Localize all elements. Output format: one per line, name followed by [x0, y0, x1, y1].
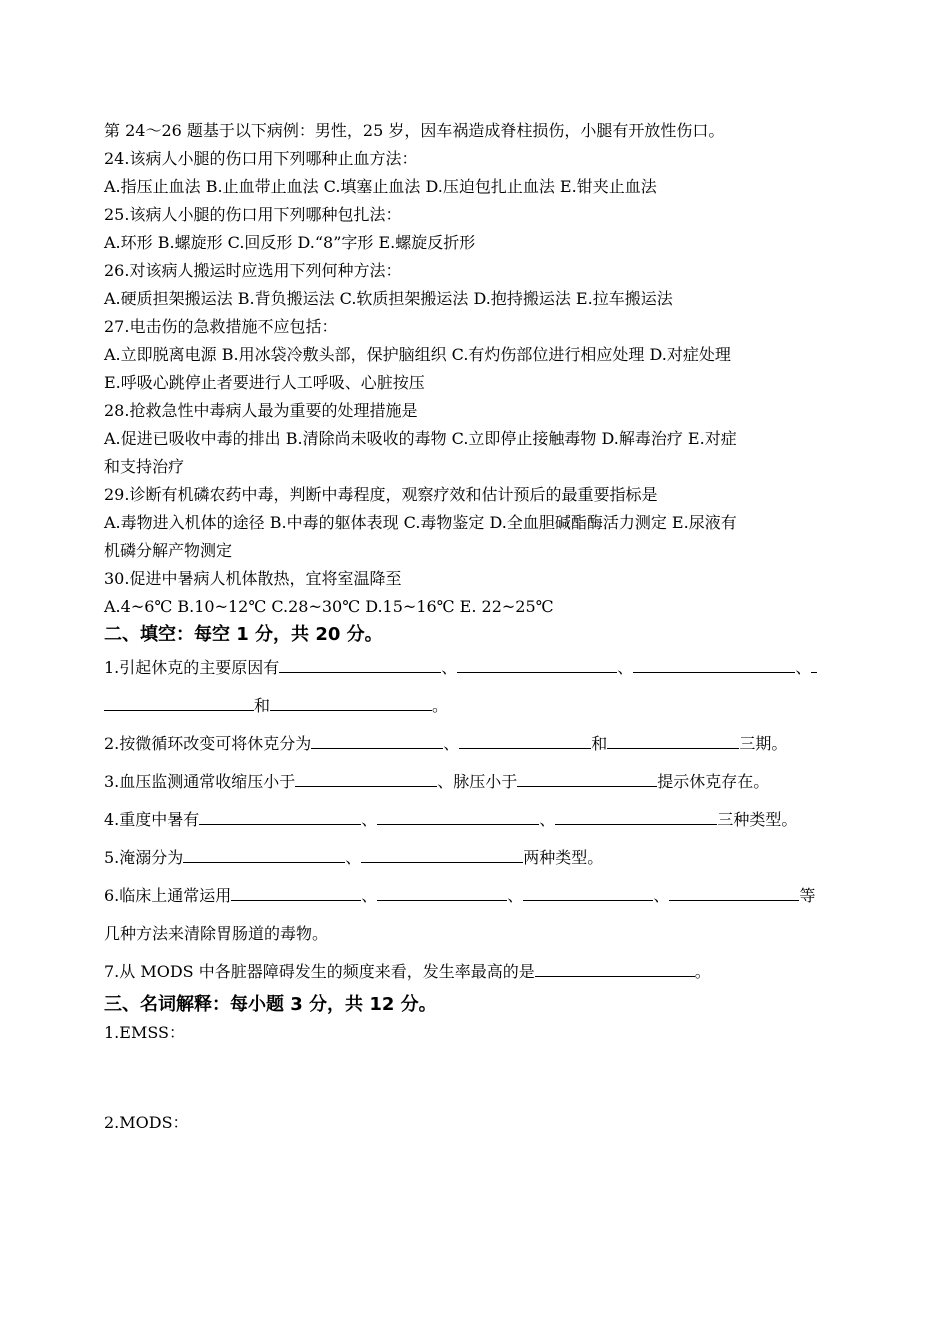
question-27-options-cont: E.呼吸心跳停止者要进行人工呼吸、心脏按压 — [104, 373, 425, 392]
answer-blank[interactable] — [199, 810, 361, 825]
answer-blank[interactable] — [633, 658, 795, 673]
fill-question-1: 1.引起休克的主要原因有 、 、 、 — [104, 649, 854, 687]
question-24: 24.该病人小腿的伤口用下列哪种止血方法： — [104, 149, 418, 168]
fill-question-6: 6.临床上通常运用 、 、 、 等 — [104, 886, 816, 905]
fill-question-6-cont: 几种方法来清除胃肠道的毒物。 — [104, 924, 329, 943]
answer-blank[interactable] — [459, 734, 591, 749]
question-26-options: A.硬质担架搬运法 B.背负搬运法 C.软质担架搬运法 D.抱持搬运法 E.拉车搬运法 — [104, 289, 673, 308]
answer-blank[interactable] — [811, 658, 817, 673]
answer-blank[interactable] — [457, 658, 617, 673]
question-25-options: A.环形 B.螺旋形 C.回反形 D.“8”字形 E.螺旋反折形 — [104, 233, 476, 252]
section-2-title: 二、填空：每空 1 分，共 20 分。 — [104, 624, 383, 645]
answer-blank[interactable] — [517, 772, 657, 787]
question-28-options-cont: 和支持治疗 — [104, 457, 185, 476]
section-3-title: 三、名词解释：每小题 3 分，共 12 分。 — [104, 994, 437, 1015]
question-27-options: A.立即脱离电源 B.用冰袋冷敷头部，保护脑组织 C.有灼伤部位进行相应处理 D.对症处理 — [104, 345, 731, 364]
answer-blank[interactable] — [377, 886, 507, 901]
question-24-options: A.指压止血法 B.止血带止血法 C.填塞止血法 D.压迫包扎止血法 E.钳夹止血法 — [104, 177, 657, 196]
term-2: 2.MODS： — [104, 1113, 189, 1132]
question-29-options: A.毒物进入机体的途径 B.中毒的躯体表现 C.毒物鉴定 D.全血胆碱酯酶活力测定 E.尿液有 — [104, 513, 737, 532]
question-29-options-cont: 机磷分解产物测定 — [104, 541, 233, 560]
question-27: 27.电击伤的急救措施不应包括： — [104, 317, 338, 336]
answer-blank[interactable] — [104, 696, 254, 711]
fill-question-5: 5.淹溺分为 、 两种类型。 — [104, 848, 604, 867]
answer-blank[interactable] — [231, 886, 361, 901]
fill-question-2: 2.按微循环改变可将休克分为 、 和 三期。 — [104, 734, 788, 753]
fill-question-3: 3.血压监测通常收缩压小于 、脉压小于 提示休克存在。 — [104, 772, 770, 791]
answer-blank[interactable] — [311, 734, 443, 749]
answer-blank[interactable] — [270, 696, 432, 711]
question-29: 29.诊断有机磷农药中毒，判断中毒程度，观察疗效和估计预后的最重要指标是 — [104, 485, 658, 504]
answer-blank[interactable] — [279, 658, 441, 673]
question-30: 30.促进中暑病人机体散热，宜将室温降至 — [104, 569, 402, 588]
question-28: 28.抢救急性中毒病人最为重要的处理措施是 — [104, 401, 418, 420]
answer-blank[interactable] — [669, 886, 799, 901]
answer-blank[interactable] — [183, 848, 345, 863]
question-25: 25.该病人小腿的伤口用下列哪种包扎法： — [104, 205, 402, 224]
answer-blank[interactable] — [295, 772, 437, 787]
case-intro: 第 24～26 题基于以下病例：男性，25 岁，因车祸造成脊柱损伤，小腿有开放性伤口。 — [104, 121, 725, 140]
fill-question-4: 4.重度中暑有 、 、 三种类型。 — [104, 810, 798, 829]
answer-blank[interactable] — [377, 810, 539, 825]
answer-blank[interactable] — [361, 848, 523, 863]
answer-blank[interactable] — [555, 810, 717, 825]
question-30-options: A.4~6℃ B.10~12℃ C.28~30℃ D.15~16℃ E. 22~25℃ — [104, 597, 554, 616]
answer-blank[interactable] — [607, 734, 739, 749]
answer-blank[interactable] — [523, 886, 653, 901]
term-1: 1.EMSS： — [104, 1023, 185, 1042]
answer-blank[interactable] — [535, 962, 695, 977]
fill-question-7: 7.从 MODS 中各脏器障碍发生的频度来看，发生率最高的是 。 — [104, 962, 711, 981]
fill-question-1-cont: 和 。 — [104, 687, 854, 725]
question-26: 26.对该病人搬运时应选用下列何种方法： — [104, 261, 402, 280]
answer-space — [104, 1047, 854, 1109]
question-28-options: A.促进已吸收中毒的排出 B.清除尚未吸收的毒物 C.立即停止接触毒物 D.解毒治疗 E.对症 — [104, 429, 737, 448]
exam-page — [104, 117, 854, 1137]
